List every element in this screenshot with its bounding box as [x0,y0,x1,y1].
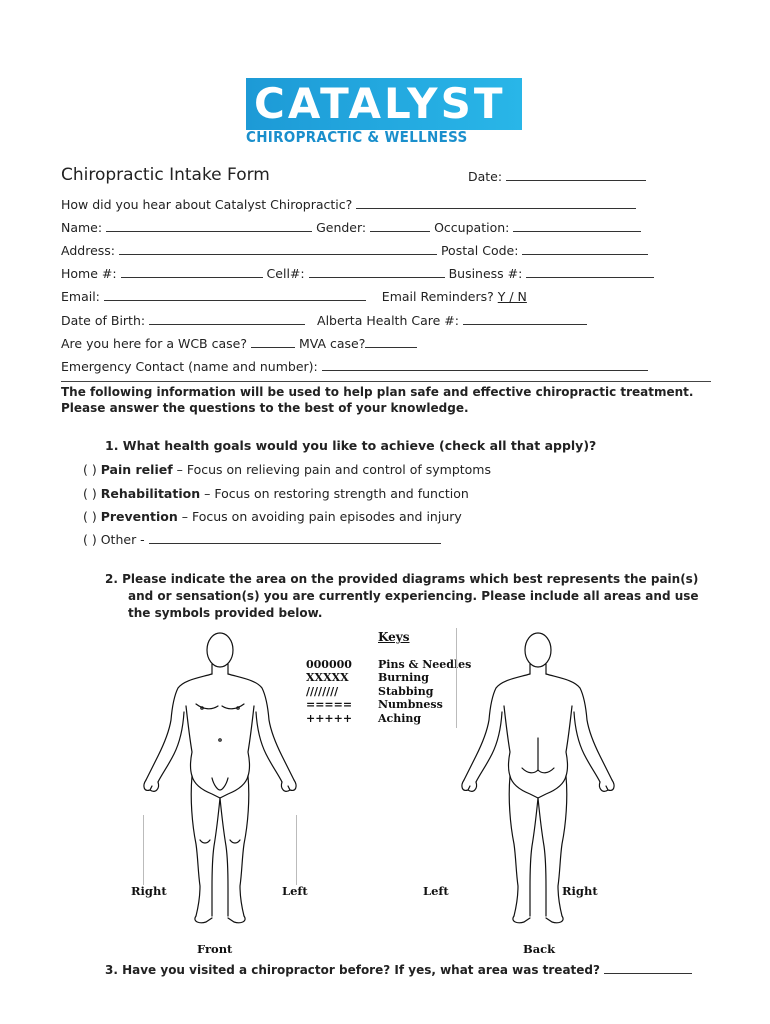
date-label: Date: [468,169,503,184]
option-checkbox[interactable]: ( ) [83,532,97,547]
info-line-1: The following information will be used to help plan safe and effective chiropractic treatment. [61,385,694,399]
option-rehabilitation[interactable]: ( ) Rehabilitation – Focus on restoring strength and function [83,486,469,501]
back-body-diagram[interactable] [458,628,618,926]
postal-label: Postal Code: [440,243,519,258]
name-row [61,220,641,235]
reminders-choice[interactable]: Y / N [497,289,527,304]
back-label: Back [523,942,556,956]
phone-row [61,266,654,281]
email-field[interactable] [104,289,366,301]
keys-divider [456,628,457,728]
address-row [61,243,648,258]
option-checkbox[interactable]: ( ) [83,462,97,477]
date-field[interactable] [506,169,646,181]
cell-label: Cell#: [266,266,305,281]
occupation-label: Occupation: [434,220,510,235]
key-symbol: ===== [306,698,353,712]
key-symbol: 000000 [306,658,352,671]
home-label: Home #: [61,266,117,281]
emergency-field[interactable] [322,359,648,371]
mva-field[interactable] [365,336,417,348]
section-divider [61,381,711,382]
wcb-field[interactable] [251,336,295,348]
key-meaning: Aching [378,711,422,725]
question-1: 1. What health goals would you like to achieve (check all that apply)? [105,438,597,453]
keys-title: Keys [378,630,410,644]
front-right-label: Right [131,884,167,898]
gender-label: Gender: [316,220,367,235]
key-meaning: Numbness [378,698,443,712]
home-field[interactable] [121,266,263,278]
keys-symbols [306,658,352,725]
hear-about-label: How did you hear about Catalyst Chiropractic? [61,197,353,212]
mva-label: MVA case? [298,336,366,351]
dob-row [61,313,587,328]
health-care-label: Alberta Health Care #: [317,313,459,328]
email-row [61,289,527,304]
business-field[interactable] [526,266,654,278]
key-symbol: +++++ [306,711,353,725]
back-right-label: Right [562,884,598,898]
option-checkbox[interactable]: ( ) [83,486,97,501]
business-label: Business #: [448,266,523,281]
name-field[interactable] [106,220,312,232]
option-other[interactable]: ( ) Other - [83,532,441,547]
name-label: Name: [61,220,103,235]
key-meaning: Pins & Needles [378,658,472,671]
option-prevention[interactable]: ( ) Prevention – Focus on avoiding pain episodes and injury [83,509,462,524]
logo-brand: CATALYST [254,79,506,128]
info-line-2: Please answer the questions to the best of your knowledge. [61,401,469,415]
other-field[interactable] [149,532,441,544]
front-label: Front [197,942,233,956]
question-2-line-2: and or sensation(s) you are currently experiencing. Please include all areas and use [128,589,699,603]
date-row [468,169,646,184]
form-title: Chiropractic Intake Form [61,165,270,185]
health-care-field[interactable] [463,313,587,325]
front-body-diagram[interactable] [140,628,300,926]
emergency-label: Emergency Contact (name and number): [61,359,318,374]
gender-field[interactable] [370,220,430,232]
option-pain-relief[interactable]: ( ) Pain relief – Focus on relieving pain and control of symptoms [83,462,491,477]
hear-about-row [61,197,636,212]
logo-tagline: CHIROPRACTIC & WELLNESS [246,128,468,146]
q3-field[interactable] [604,962,692,974]
email-label: Email: [61,289,100,304]
address-field[interactable] [119,243,437,255]
back-left-label: Left [423,884,449,898]
occupation-field[interactable] [513,220,641,232]
question-2-line-3: the symbols provided below. [128,606,323,620]
question-2-line-1: 2. Please indicate the area on the provided diagrams which best represents the pain(s) [105,572,699,586]
emergency-row [61,359,648,374]
postal-field[interactable] [522,243,648,255]
dob-label: Date of Birth: [61,313,146,328]
question-3: 3. Have you visited a chiropractor before? If yes, what area was treated? [105,962,692,977]
dob-field[interactable] [149,313,305,325]
reminders-label: Email Reminders? [381,289,494,304]
key-symbol: //////// [306,684,339,698]
logo-banner [246,78,522,130]
hear-about-field[interactable] [356,197,636,209]
option-checkbox[interactable]: ( ) [83,509,97,524]
front-left-label: Left [282,884,308,898]
wcb-label: Are you here for a WCB case? [61,336,247,351]
cell-field[interactable] [309,266,445,278]
key-symbol: XXXXX [306,671,349,685]
case-row [61,336,417,351]
address-label: Address: [61,243,115,258]
key-meaning: Stabbing [378,684,434,698]
key-meaning: Burning [378,671,429,685]
